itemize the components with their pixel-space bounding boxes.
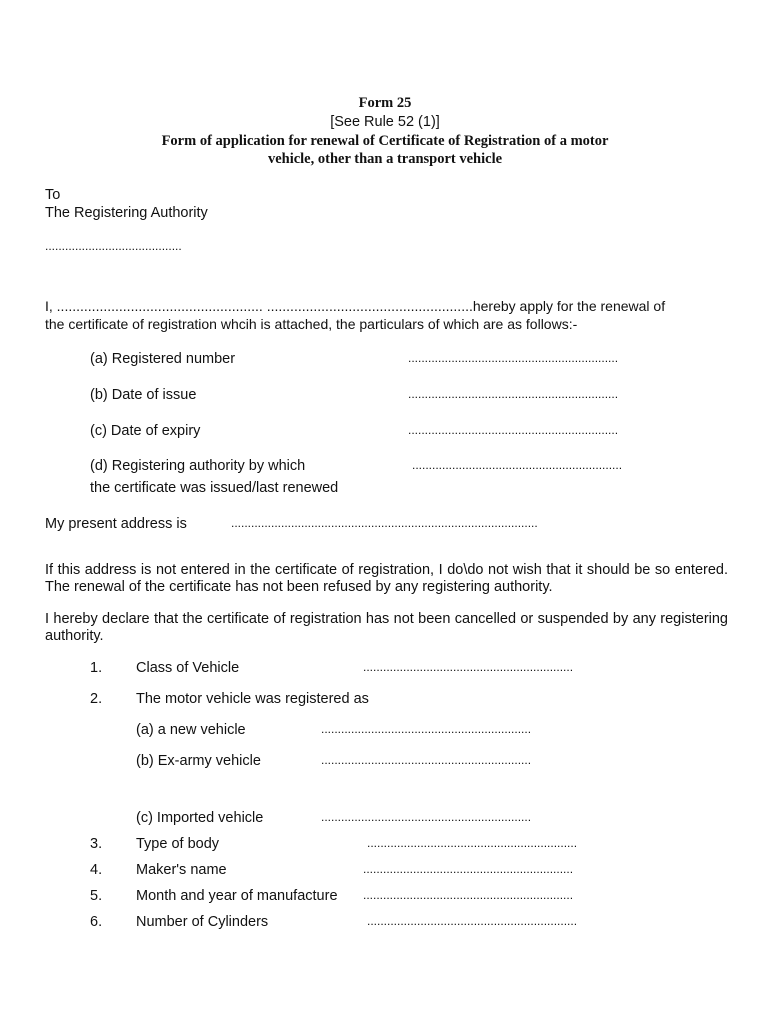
rule-reference: [See Rule 52 (1)] bbox=[330, 114, 440, 130]
sub-item-new-vehicle-blank[interactable]: ............................................................... bbox=[321, 722, 532, 736]
item-number: 4. bbox=[90, 862, 103, 878]
item-number: 6. bbox=[90, 914, 103, 930]
particular-date-of-expiry-label: (c) Date of expiry bbox=[90, 423, 201, 439]
item-number: 1. bbox=[90, 660, 103, 676]
item-type-of-body-blank[interactable]: ............................................................... bbox=[367, 836, 578, 850]
form-number: Form 25 bbox=[358, 95, 412, 111]
particular-registered-number-blank[interactable]: ............................................................... bbox=[408, 351, 619, 365]
particular-registered-number-label: (a) Registered number bbox=[90, 351, 236, 367]
item-number-of-cylinders-blank[interactable]: ............................................................... bbox=[367, 914, 578, 928]
authority-blank[interactable]: ......................................... bbox=[45, 239, 182, 253]
item-class-of-vehicle-blank[interactable]: ............................................................... bbox=[363, 660, 574, 674]
form-title-line2: vehicle, other than a transport vehicle bbox=[267, 151, 503, 167]
item-month-year-manufacture-label: Month and year of manufacture bbox=[136, 888, 338, 904]
item-number: 3. bbox=[90, 836, 103, 852]
item-number: 2. bbox=[90, 691, 103, 707]
declaration-paragraph: I hereby declare that the certificate of registration has not been cancelled or suspended by any registering authority. bbox=[45, 611, 728, 644]
application-line2: the certificate of registration whcih is attached, the particulars of which are as follows:- bbox=[45, 316, 578, 332]
particular-date-of-issue-blank[interactable]: ............................................................... bbox=[408, 387, 619, 401]
address-note-paragraph: If this address is not entered in the certificate of registration, I do\do not wish that it should be so entered. The renewal of the certificate has not been refused by any registering authority. bbox=[45, 562, 728, 595]
sub-item-ex-army-vehicle-label: (b) Ex-army vehicle bbox=[136, 753, 261, 769]
item-number-of-cylinders-label: Number of Cylinders bbox=[136, 914, 269, 930]
particular-registering-authority-blank[interactable]: ............................................................... bbox=[412, 458, 623, 472]
particular-registering-authority-label2: the certificate was issued/last renewed bbox=[90, 480, 339, 496]
particular-registering-authority-label: (d) Registering authority by which bbox=[90, 458, 306, 474]
item-registered-as-label: The motor vehicle was registered as bbox=[136, 691, 369, 707]
to-label: To bbox=[45, 187, 61, 203]
particular-date-of-expiry-blank[interactable]: ............................................................... bbox=[408, 423, 619, 437]
sub-item-imported-vehicle-label: (c) Imported vehicle bbox=[136, 810, 264, 826]
sub-item-ex-army-vehicle-blank[interactable]: ............................................................... bbox=[321, 753, 532, 767]
present-address-label: My present address is bbox=[45, 516, 187, 532]
application-line1: I, ..................................................... .....................................................hereby apply for the renewal of bbox=[45, 298, 666, 314]
item-class-of-vehicle-label: Class of Vehicle bbox=[136, 660, 240, 676]
item-makers-name-label: Maker's name bbox=[136, 862, 227, 878]
present-address-blank[interactable]: ............................................................................................ bbox=[231, 516, 538, 530]
sub-item-imported-vehicle-blank[interactable]: ............................................................... bbox=[321, 810, 532, 824]
item-month-year-manufacture-blank[interactable]: ............................................................... bbox=[363, 888, 574, 902]
sub-item-new-vehicle-label: (a) a new vehicle bbox=[136, 722, 246, 738]
item-number: 5. bbox=[90, 888, 103, 904]
particular-date-of-issue-label: (b) Date of issue bbox=[90, 387, 197, 403]
authority-label: The Registering Authority bbox=[45, 205, 208, 221]
form-title-line1: Form of application for renewal of Certificate of Registration of a motor bbox=[161, 133, 609, 149]
item-makers-name-blank[interactable]: ............................................................... bbox=[363, 862, 574, 876]
item-type-of-body-label: Type of body bbox=[136, 836, 220, 852]
